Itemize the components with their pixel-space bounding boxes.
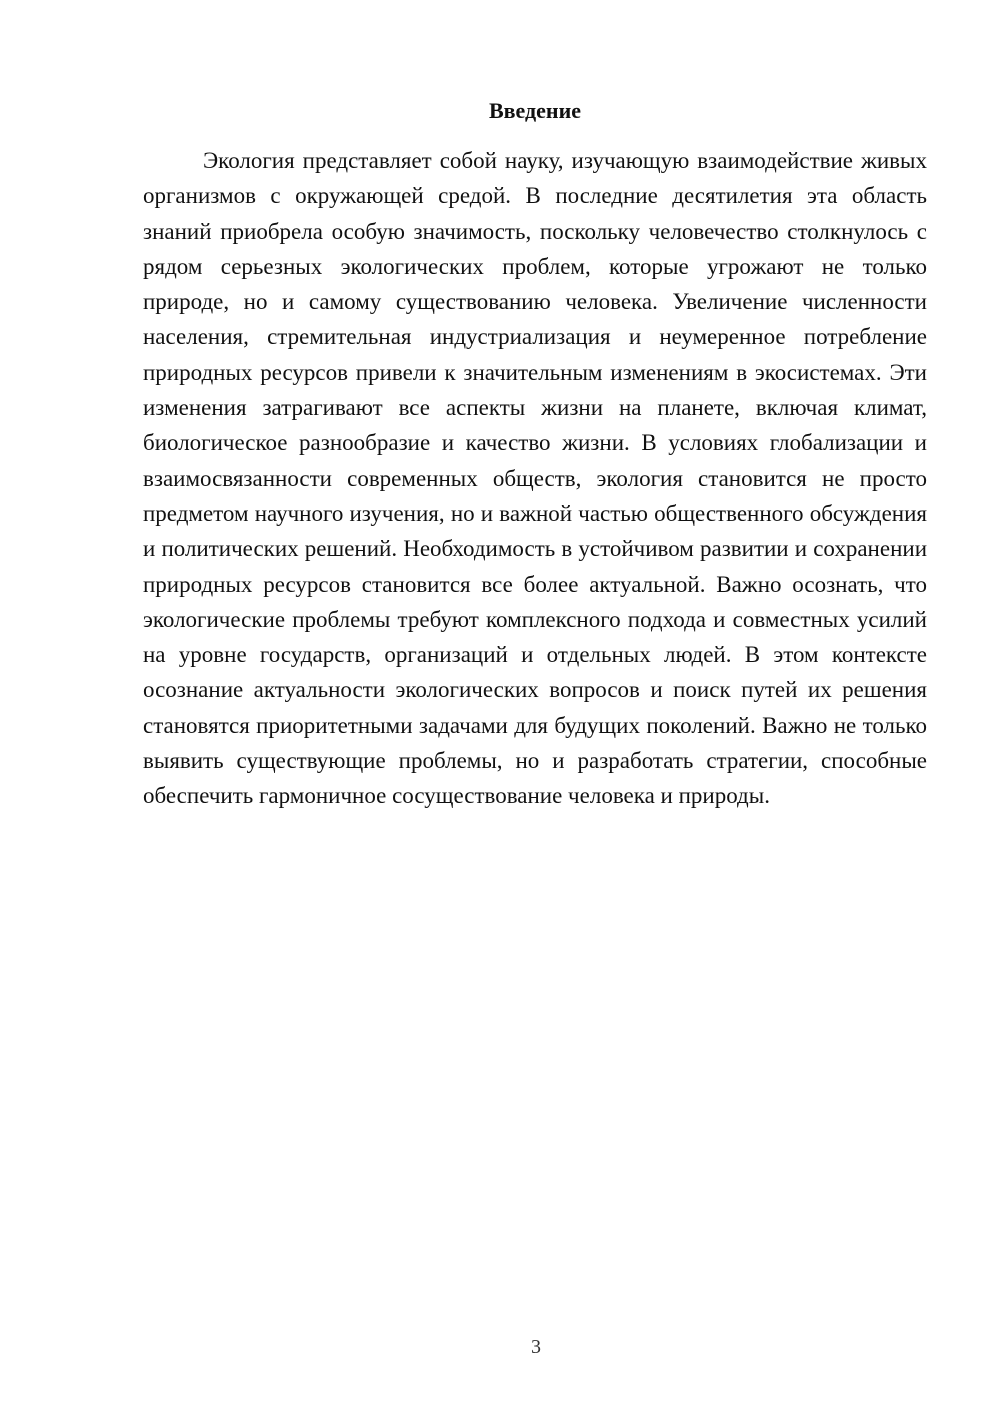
body-paragraph: Экология представляет собой науку, изучающую взаимодействие живых организмов с окружающей средой. В последние десятилетия эта область знаний приобрела особую значимость, поскольку человечество столкнулось с рядом серьезных экологических проблем, которые угрожают не только природе, но и самому существованию человека. Увеличение численности населения, стремительная индустриализация и неумеренное потребление природных ресурсов привели к значительным изменениям в экосистемах. Эти изменения затрагивают все аспекты жизни на планете, включая климат, биологическое разнообразие и качество жизни. В условиях глобализации и взаимосвязанности современных обществ, экология становится не просто предметом научного изучения, но и важной частью общественного обсуждения и политических решений. Необходимость в устойчивом развитии и сохранении природных ресурсов становится все более актуальной. Важно осознать, что экологические проблемы требуют комплексного подхода и совместных усилий на уровне государств, организаций и отдельных людей. В этом контексте осознание актуальности экологических вопросов и поиск путей их решения становятся приоритетными задачами для будущих поколений. Важно не только выявить существующие проблемы, но и разработать стратегии, способные обеспечить гармоничное сосуществование человека и природы. [143, 148, 927, 809]
section-heading: Введение [488, 98, 582, 123]
page-number: 3 [531, 1336, 541, 1358]
